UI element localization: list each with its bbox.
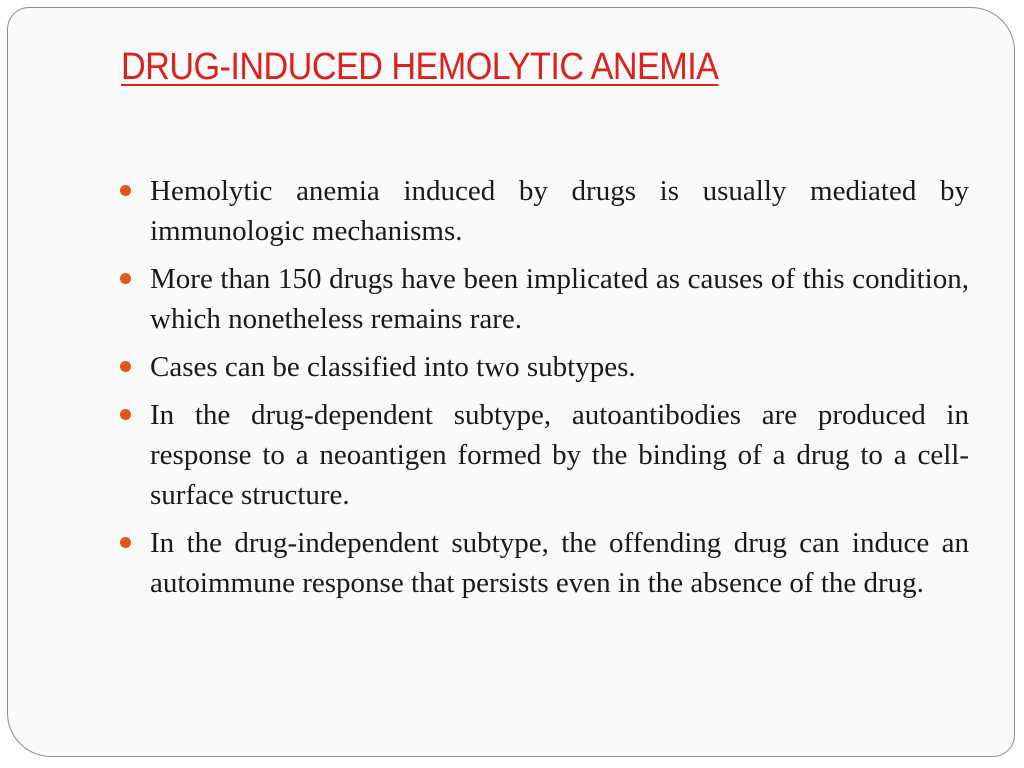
- bullet-text: Hemolytic anemia induced by drugs is usually mediated by immunologic mechanisms.: [150, 175, 969, 247]
- bullet-item: [114, 347, 969, 387]
- bullet-dot-icon: [120, 185, 131, 196]
- bullet-text: Cases can be classified into two subtypes.: [150, 351, 636, 383]
- bullet-text: In the drug-independent subtype, the offending drug can induce an autoimmune response that persists even in the absence of the drug.: [150, 527, 969, 599]
- slide-title: DRUG-INDUCED HEMOLYTIC ANEMIA: [121, 46, 719, 88]
- bullet-text: In the drug-dependent subtype, autoantibodies are produced in response to a neoantigen formed by the binding of a drug to a cell-surface structure.: [150, 399, 969, 511]
- bullet-item: [114, 171, 969, 251]
- bullet-dot-icon: [120, 361, 131, 372]
- bullet-item: [114, 395, 969, 515]
- bullet-text: More than 150 drugs have been implicated as causes of this condition, which nonetheless remains rare.: [150, 263, 969, 335]
- bullet-dot-icon: [120, 409, 131, 420]
- bullet-dot-icon: [120, 537, 131, 548]
- bullet-list: [114, 171, 969, 611]
- bullet-item: [114, 523, 969, 603]
- bullet-dot-icon: [120, 273, 131, 284]
- slide-frame: [7, 7, 1015, 757]
- bullet-item: [114, 259, 969, 339]
